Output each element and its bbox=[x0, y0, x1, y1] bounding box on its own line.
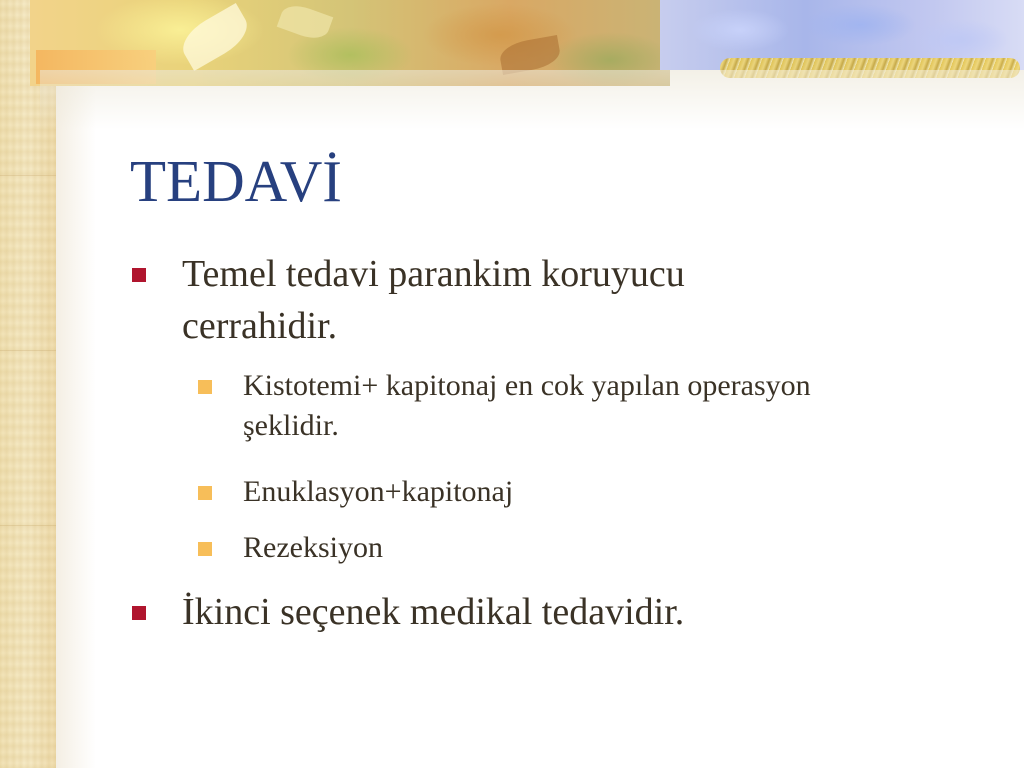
strip-seam bbox=[0, 350, 56, 351]
bullet-text: Temel tedavi parankim koruyucu cerrahidir. bbox=[182, 253, 685, 347]
sub-bullet-text: Rezeksiyon bbox=[243, 531, 383, 564]
square-bullet-icon bbox=[198, 380, 212, 394]
leaf-shape bbox=[498, 35, 562, 75]
sub-bullet-item bbox=[198, 472, 858, 512]
banner-shadow bbox=[40, 70, 1024, 130]
sub-bullet-item bbox=[198, 528, 858, 568]
square-bullet-icon bbox=[132, 606, 146, 620]
square-bullet-icon bbox=[198, 542, 212, 556]
strip-seam bbox=[0, 525, 56, 526]
sub-bullet-text: Kistotemi+ kapitonaj en cok yapılan operasyon şeklidir. bbox=[243, 369, 811, 442]
strip-seam bbox=[0, 175, 56, 176]
bullet-text: İkinci seçenek medikal tedavidir. bbox=[182, 591, 685, 633]
bullet-item bbox=[132, 586, 812, 638]
sub-bullet-item bbox=[198, 366, 858, 446]
leaf-shape bbox=[277, 0, 334, 43]
slide-title: TEDAVİ bbox=[130, 148, 342, 214]
square-bullet-icon bbox=[198, 486, 212, 500]
leaf-shape bbox=[175, 3, 255, 71]
bullet-item bbox=[132, 248, 812, 352]
sub-bullet-text: Enuklasyon+kapitonaj bbox=[243, 475, 514, 508]
square-bullet-icon bbox=[132, 268, 146, 282]
